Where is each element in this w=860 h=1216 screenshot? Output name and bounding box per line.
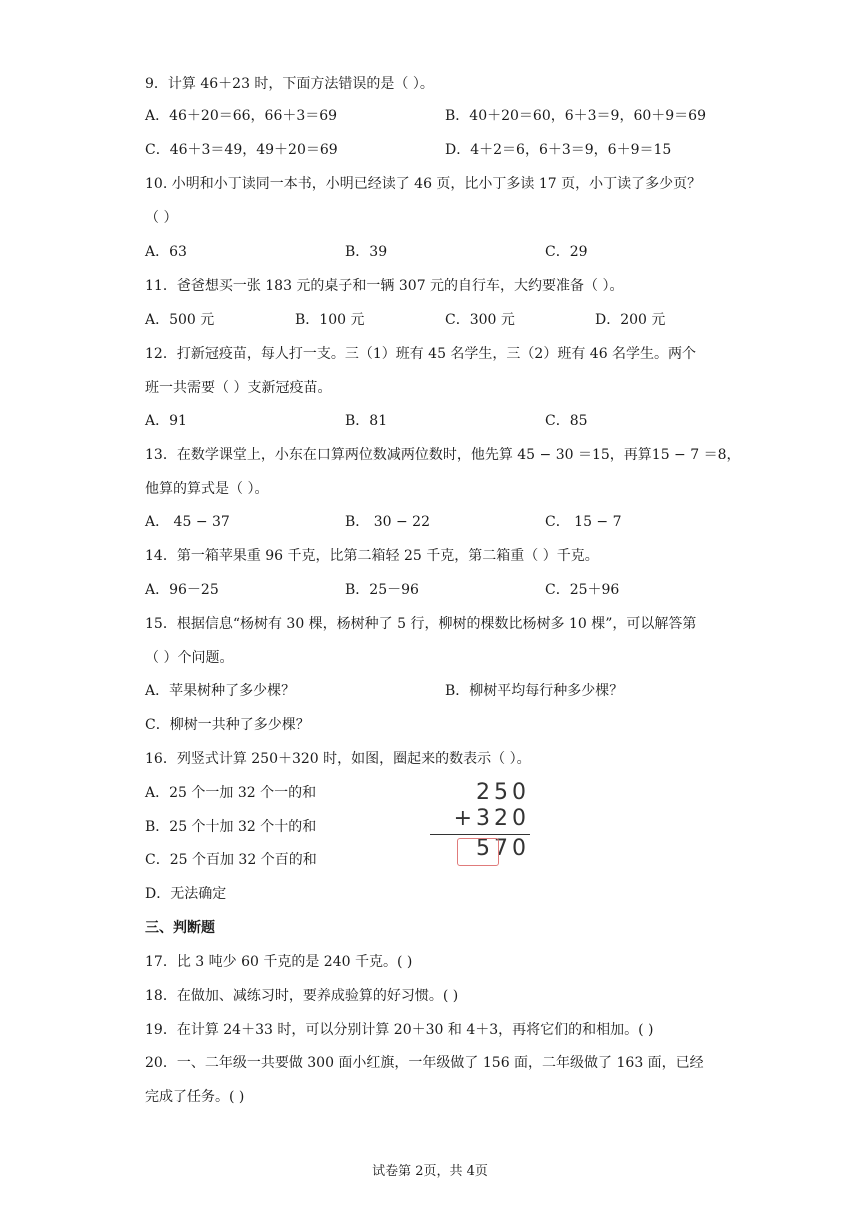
q14-option-a: A．96－25 — [145, 582, 219, 598]
q15-option-b: B．柳树平均每行种多少棵？ — [445, 683, 624, 699]
q12-option-c: C．85 — [545, 413, 588, 429]
q20-stem-line2: 完成了任务。( ) — [145, 1089, 245, 1105]
q15-stem-line1: 15．根据信息“杨树有 30 棵，杨树种了 5 行，柳树的棵数比杨树多 10 棵”，可以解答第 — [145, 616, 697, 632]
q11-option-a: A．500 元 — [145, 312, 215, 328]
q9-stem: 9．计算 46＋23 时，下面方法错误的是（ ）。 — [145, 76, 434, 92]
q9-option-d: D．4＋2＝6，6＋3＝9，6＋9＝15 — [445, 142, 672, 158]
q10-option-a: A．63 — [145, 244, 187, 260]
q16-option-a: A．25 个一加 32 个一的和 — [145, 785, 317, 801]
q16-option-d: D．无法确定 — [145, 886, 227, 902]
q16-stem: 16．列竖式计算 250＋320 时，如图，圈起来的数表示（ ）。 — [145, 751, 531, 767]
q16-option-b: B．25 个十加 32 个十的和 — [145, 819, 317, 835]
q17-stem: 17．比 3 吨少 60 千克的是 240 千克。( ) — [145, 954, 413, 970]
page-footer: 试卷第 2页，共 4页 — [372, 1164, 488, 1179]
vertical-addition-figure — [430, 780, 540, 870]
q13-stem-line2: 他算的算式是（ ）。 — [145, 481, 269, 497]
q12-stem-line1: 12．打新冠疫苗，每人打一支。三（1）班有 45 名学生，三（2）班有 46 名学生。两个 — [145, 346, 697, 362]
section-3-title: 三、判断题 — [145, 920, 215, 936]
q15-stem-line2: （ ）个问题。 — [145, 650, 234, 666]
q13-option-b: B． 30 − 22 — [345, 514, 430, 530]
q11-stem: 11．爸爸想买一张 183 元的桌子和一辆 307 元的自行车，大约要准备（ ）。 — [145, 278, 624, 294]
q10-option-b: B．39 — [345, 244, 388, 260]
q14-option-b: B．25－96 — [345, 582, 419, 598]
q11-option-d: D．200 元 — [595, 312, 666, 328]
q10-stem-line2: （ ） — [145, 210, 178, 226]
vertical-sum: 570 — [476, 836, 530, 861]
q10-stem-line1: 10. 小明和小丁读同一本书，小明已经读了 46 页，比小丁多读 17 页，小丁读了多少页？ — [145, 176, 702, 192]
q9-option-a: A．46＋20＝66，66＋3＝69 — [145, 108, 338, 124]
q16-option-c: C．25 个百加 32 个百的和 — [145, 852, 317, 868]
q13-stem-line1: 13．在数学课堂上，小东在口算两位数减两位数时，他先算 45 − 30 ＝15，再算15 − 7 ＝8， — [145, 447, 741, 463]
q12-stem-line2: 班一共需要（ ）支新冠疫苗。 — [145, 380, 332, 396]
vertical-addend-1: 250 — [476, 780, 530, 805]
q12-option-b: B．81 — [345, 413, 388, 429]
q10-option-c: C．29 — [545, 244, 588, 260]
q14-option-c: C．25＋96 — [545, 582, 620, 598]
q9-option-c: C．46＋3＝49，49＋20＝69 — [145, 142, 338, 158]
q9-option-b: B．40＋20＝60，6＋3＝9，60＋9＝69 — [445, 108, 706, 124]
q18-stem: 18．在做加、减练习时，要养成验算的好习惯。( ) — [145, 988, 459, 1004]
q11-option-c: C．300 元 — [445, 312, 515, 328]
q13-option-c: C． 15 − 7 — [545, 514, 622, 530]
q19-stem: 19．在计算 24＋33 时，可以分别计算 20＋30 和 4＋3，再将它们的和相加。( ) — [145, 1022, 654, 1038]
q14-stem: 14．第一箱苹果重 96 千克，比第二箱轻 25 千克，第二箱重（ ）千克。 — [145, 548, 599, 564]
vertical-addend-2: +320 — [453, 806, 530, 831]
q15-option-a: A．苹果树种了多少棵？ — [145, 683, 296, 699]
q12-option-a: A．91 — [145, 413, 187, 429]
circled-digits-highlight — [457, 838, 499, 866]
q15-option-c: C．柳树一共种了多少棵？ — [145, 717, 310, 733]
vertical-sum-line — [430, 834, 530, 835]
q20-stem-line1: 20．一、二年级一共要做 300 面小红旗，一年级做了 156 面，二年级做了 163 面，已经 — [145, 1055, 704, 1071]
q13-option-a: A． 45 − 37 — [145, 514, 230, 530]
q11-option-b: B．100 元 — [295, 312, 365, 328]
